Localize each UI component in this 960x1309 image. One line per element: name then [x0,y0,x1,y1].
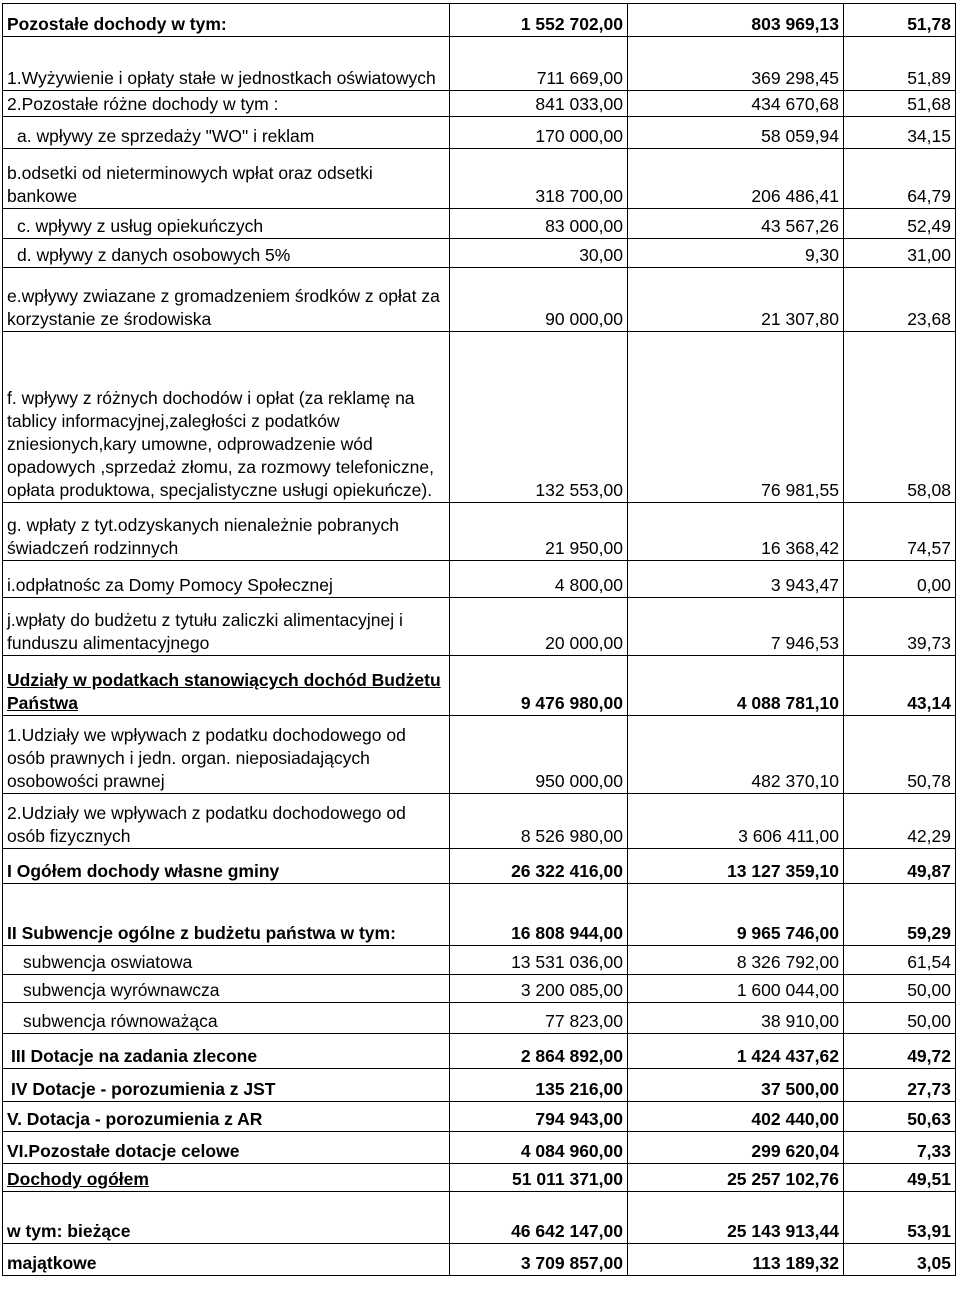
table-row [3,503,956,561]
row-label [3,598,450,656]
executed-value: 38 910,00 [628,1003,844,1034]
table-row [3,1034,956,1069]
revenue-table [2,3,956,1276]
row-label [3,1132,450,1164]
percent-value: 34,15 [844,117,956,149]
percent-value: 50,78 [844,716,956,794]
plan-value: 1 552 702,00 [450,4,628,37]
row-label [3,884,450,946]
row-label-text: Udziały w podatkach stanowiących dochód Budżetu Państwa [7,670,441,713]
plan-value: 13 531 036,00 [450,946,628,975]
plan-value: 950 000,00 [450,716,628,794]
table-row [3,561,956,598]
row-label [3,975,450,1003]
percent-value: 50,63 [844,1102,956,1132]
percent-value: 7,33 [844,1132,956,1164]
plan-value: 16 808 944,00 [450,884,628,946]
executed-value: 482 370,10 [628,716,844,794]
table-row [3,37,956,91]
row-label-text: f. wpływy z różnych dochodów i opłat (za reklamę na tablicy informacyjnej,zaległości z podatków zniesionych,kary umowne, odprowadzenie wód opadowych ,sprzedaż złomu, za rozmowy telefoniczne, opłata produktowa, specjalistyczne usługi opiekuńcze). [7,388,435,500]
executed-value: 16 368,42 [628,503,844,561]
row-label [3,1034,450,1069]
row-label-text: Pozostałe dochody w tym: [7,14,227,34]
plan-value: 4 084 960,00 [450,1132,628,1164]
percent-value: 59,29 [844,884,956,946]
table-row [3,1244,956,1276]
row-label-text: e.wpływy zwiazane z gromadzeniem środków z opłat za korzystanie ze środowiska [7,286,440,329]
table-row [3,91,956,117]
percent-value: 52,49 [844,209,956,239]
percent-value: 53,91 [844,1192,956,1244]
row-label-text: IV Dotacje - porozumienia z JST [11,1079,276,1099]
revenue-table-body [3,4,956,1276]
percent-value: 58,08 [844,332,956,503]
executed-value: 206 486,41 [628,149,844,209]
row-label-text: III Dotacje na zadania zlecone [11,1046,258,1066]
table-row [3,1132,956,1164]
row-label [3,1192,450,1244]
table-row [3,794,956,849]
table-row [3,975,956,1003]
table-row [3,332,956,503]
plan-value: 711 669,00 [450,37,628,91]
row-label-text: subwencja wyrównawcza [23,980,220,1000]
plan-value: 2 864 892,00 [450,1034,628,1069]
plan-value: 46 642 147,00 [450,1192,628,1244]
row-label-text: subwencja równoważąca [23,1011,218,1031]
percent-value: 49,87 [844,849,956,884]
executed-value: 3 606 411,00 [628,794,844,849]
plan-value: 9 476 980,00 [450,656,628,716]
percent-value: 23,68 [844,268,956,332]
table-row [3,149,956,209]
plan-value: 4 800,00 [450,561,628,598]
plan-value: 135 216,00 [450,1069,628,1102]
row-label [3,794,450,849]
row-label-text: subwencja oswiatowa [23,952,193,972]
plan-value: 170 000,00 [450,117,628,149]
row-label-text: i.odpłatnośc za Domy Pomocy Społecznej [7,575,333,595]
row-label [3,37,450,91]
percent-value: 50,00 [844,1003,956,1034]
percent-value: 27,73 [844,1069,956,1102]
executed-value: 21 307,80 [628,268,844,332]
row-label [3,209,450,239]
plan-value: 841 033,00 [450,91,628,117]
row-label [3,849,450,884]
executed-value: 8 326 792,00 [628,946,844,975]
executed-value: 43 567,26 [628,209,844,239]
row-label-text: I Ogółem dochody własne gminy [7,861,280,881]
row-label [3,268,450,332]
table-row [3,239,956,268]
percent-value: 51,78 [844,4,956,37]
row-label-text: 1.Udziały we wpływach z podatku dochodowego od osób prawnych i jedn. organ. nieposiadających osobowości prawnej [7,725,406,791]
executed-value: 9 965 746,00 [628,884,844,946]
plan-value: 794 943,00 [450,1102,628,1132]
table-row [3,1102,956,1132]
row-label-text: majątkowe [7,1253,97,1273]
plan-value: 83 000,00 [450,209,628,239]
executed-value: 299 620,04 [628,1132,844,1164]
percent-value: 49,51 [844,1164,956,1192]
row-label-text: c. wpływy z usług opiekuńczych [17,216,264,236]
percent-value: 39,73 [844,598,956,656]
plan-value: 20 000,00 [450,598,628,656]
executed-value: 803 969,13 [628,4,844,37]
table-row [3,1069,956,1102]
percent-value: 50,00 [844,975,956,1003]
table-row [3,1192,956,1244]
percent-value: 43,14 [844,656,956,716]
executed-value: 1 600 044,00 [628,975,844,1003]
row-label [3,149,450,209]
executed-value: 369 298,45 [628,37,844,91]
row-label [3,1164,450,1192]
row-label [3,656,450,716]
executed-value: 7 946,53 [628,598,844,656]
table-row [3,1003,956,1034]
executed-value: 37 500,00 [628,1069,844,1102]
row-label-text: VI.Pozostałe dotacje celowe [7,1141,240,1161]
row-label [3,946,450,975]
executed-value: 76 981,55 [628,332,844,503]
executed-value: 25 257 102,76 [628,1164,844,1192]
executed-value: 9,30 [628,239,844,268]
table-row [3,209,956,239]
plan-value: 51 011 371,00 [450,1164,628,1192]
executed-value: 113 189,32 [628,1244,844,1276]
plan-value: 77 823,00 [450,1003,628,1034]
plan-value: 132 553,00 [450,332,628,503]
row-label-text: Dochody ogółem [7,1169,149,1189]
executed-value: 434 670,68 [628,91,844,117]
plan-value: 3 200 085,00 [450,975,628,1003]
row-label [3,117,450,149]
row-label [3,91,450,117]
row-label [3,239,450,268]
table-row [3,884,956,946]
table-row [3,1164,956,1192]
executed-value: 4 088 781,10 [628,656,844,716]
row-label-text: w tym: bieżące [7,1221,131,1241]
row-label-text: b.odsetki od nieterminowych wpłat oraz odsetki bankowe [7,163,373,206]
row-label [3,1102,450,1132]
row-label-text: 1.Wyżywienie i opłaty stałe w jednostkach oświatowych [7,68,436,88]
percent-value: 64,79 [844,149,956,209]
percent-value: 51,89 [844,37,956,91]
executed-value: 58 059,94 [628,117,844,149]
row-label-text: V. Dotacja - porozumienia z AR [7,1109,263,1129]
row-label-text: a. wpływy ze sprzedaży "WO" i reklam [17,126,315,146]
percent-value: 51,68 [844,91,956,117]
row-label [3,503,450,561]
row-label [3,332,450,503]
plan-value: 3 709 857,00 [450,1244,628,1276]
table-row [3,849,956,884]
row-label-text: 2.Udziały we wpływach z podatku dochodowego od osób fizycznych [7,803,406,846]
table-row [3,268,956,332]
row-label [3,1003,450,1034]
percent-value: 74,57 [844,503,956,561]
percent-value: 0,00 [844,561,956,598]
executed-value: 1 424 437,62 [628,1034,844,1069]
executed-value: 402 440,00 [628,1102,844,1132]
row-label-text: d. wpływy z danych osobowych 5% [17,245,291,265]
table-row [3,716,956,794]
percent-value: 3,05 [844,1244,956,1276]
table-row [3,598,956,656]
percent-value: 31,00 [844,239,956,268]
plan-value: 318 700,00 [450,149,628,209]
percent-value: 49,72 [844,1034,956,1069]
executed-value: 25 143 913,44 [628,1192,844,1244]
row-label [3,561,450,598]
row-label-text: g. wpłaty z tyt.odzyskanych nienależnie pobranych świadczeń rodzinnych [7,515,400,558]
plan-value: 26 322 416,00 [450,849,628,884]
plan-value: 30,00 [450,239,628,268]
row-label-text: II Subwencje ogólne z budżetu państwa w tym: [7,923,396,943]
row-label [3,4,450,37]
plan-value: 90 000,00 [450,268,628,332]
table-row [3,946,956,975]
row-label [3,1244,450,1276]
executed-value: 13 127 359,10 [628,849,844,884]
table-row [3,117,956,149]
row-label-text: 2.Pozostałe różne dochody w tym : [7,94,279,114]
row-label [3,716,450,794]
plan-value: 8 526 980,00 [450,794,628,849]
plan-value: 21 950,00 [450,503,628,561]
percent-value: 61,54 [844,946,956,975]
row-label [3,1069,450,1102]
table-row [3,4,956,37]
percent-value: 42,29 [844,794,956,849]
table-row [3,656,956,716]
executed-value: 3 943,47 [628,561,844,598]
row-label-text: j.wpłaty do budżetu z tytułu zaliczki alimentacyjnej i funduszu alimentacyjnego [7,610,403,653]
